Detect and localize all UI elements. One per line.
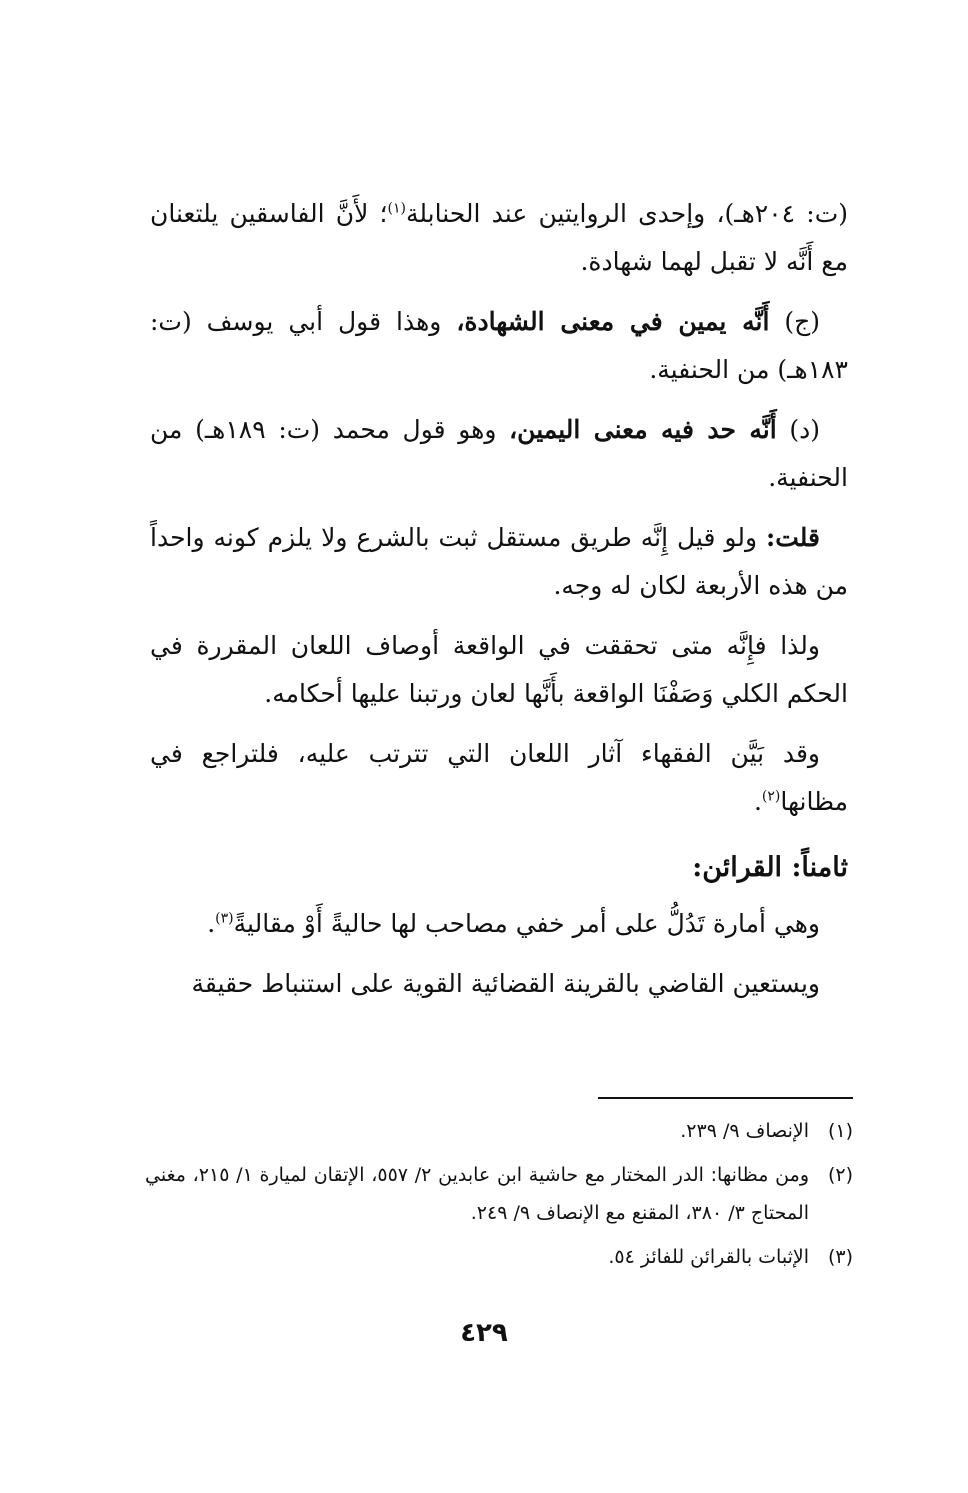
- footnote-divider: [598, 1097, 853, 1099]
- p1-text-a: (ت: ٢٠٤هـ)، وإحدى الروايتين عند الحنابلة: [405, 199, 848, 228]
- footnote-text: الإثبات بالقرائن للفائز ٥٤.: [608, 1246, 809, 1268]
- footnotes: [145, 1112, 853, 1282]
- p3-lead: (د): [789, 415, 821, 444]
- paragraph-2: [150, 298, 848, 394]
- footnote-2: [145, 1156, 853, 1232]
- p4-rest: ولو قيل إِنَّه طريق مستقل ثبت بالشرع ولا يلزم كونه واحداً من هذه الأربعة لكان له وجه.: [150, 523, 848, 600]
- paragraph-8: ويستعين القاضي بالقرينة القضائية القوية على استنباط حقيقة: [191, 969, 820, 998]
- paragraph-4: [150, 514, 848, 610]
- paragraph-3: [150, 406, 848, 502]
- paragraph-1: [150, 190, 848, 286]
- main-text: [150, 190, 848, 1020]
- p4-bold: قلت:: [766, 523, 821, 552]
- p2-lead: (ج): [784, 307, 821, 336]
- section-heading: ثامناً: القرائن:: [692, 852, 848, 883]
- p1-text-b: ؛ لأَنَّ الفاسقين يلتعنان مع أَنَّه لا تقبل لهما شهادة.: [150, 199, 848, 276]
- p7-text-b: .: [207, 909, 216, 938]
- paragraph-7: [150, 900, 848, 948]
- page-number: ٤٢٩: [460, 1318, 508, 1348]
- footnote-number: (٢): [827, 1164, 853, 1186]
- footnote-ref-3: (٣): [215, 910, 234, 927]
- footnote-ref-2: (٢): [761, 788, 781, 805]
- paragraph-6: [150, 730, 848, 826]
- footnote-number: (٣): [827, 1246, 853, 1268]
- paragraph-5: ولذا فإِنَّه متى تحققت في الواقعة أوصاف اللعان المقررة في الحكم الكلي وَصَفْنَا الواقعة بأَنَّها لعان ورتبنا عليها أحكامه.: [150, 631, 848, 708]
- p3-bold: أَنَّه حد فيه معنى اليمين،: [509, 415, 777, 444]
- p7-text-a: وهي أمارة تَدُلُّ على أمر خفي مصاحب لها حاليةً أَوْ مقاليةً: [233, 909, 820, 938]
- p2-bold: أَنَّه يمين في معنى الشهادة،: [456, 307, 770, 336]
- footnote-text: ومن مظانها: الدر المختار مع حاشية ابن عابدين ٢/ ٥٥٧، الإتقان لميارة ١/ ٢١٥، مغني المحتاج ٣/ ٣٨٠، المقنع مع الإنصاف ٩/ ٢٤٩.: [145, 1164, 809, 1224]
- footnote-number: (١): [827, 1120, 853, 1142]
- p2-rest: وهذا قول أبي يوسف (ت: ١٨٣هـ) من الحنفية.: [150, 307, 848, 384]
- footnote-3: [145, 1238, 853, 1276]
- p6-text-b: .: [753, 787, 762, 816]
- p3-rest: وهو قول محمد (ت: ١٨٩هـ) من الحنفية.: [150, 415, 848, 492]
- footnote-1: [145, 1112, 853, 1150]
- footnote-text: الإنصاف ٩/ ٢٣٩.: [680, 1120, 809, 1142]
- footnote-ref-1: (١): [387, 200, 406, 217]
- p6-text-a: وقد بَيَّن الفقهاء آثار اللعان التي تترتب عليه، فلتراجع في مظانها: [150, 739, 848, 816]
